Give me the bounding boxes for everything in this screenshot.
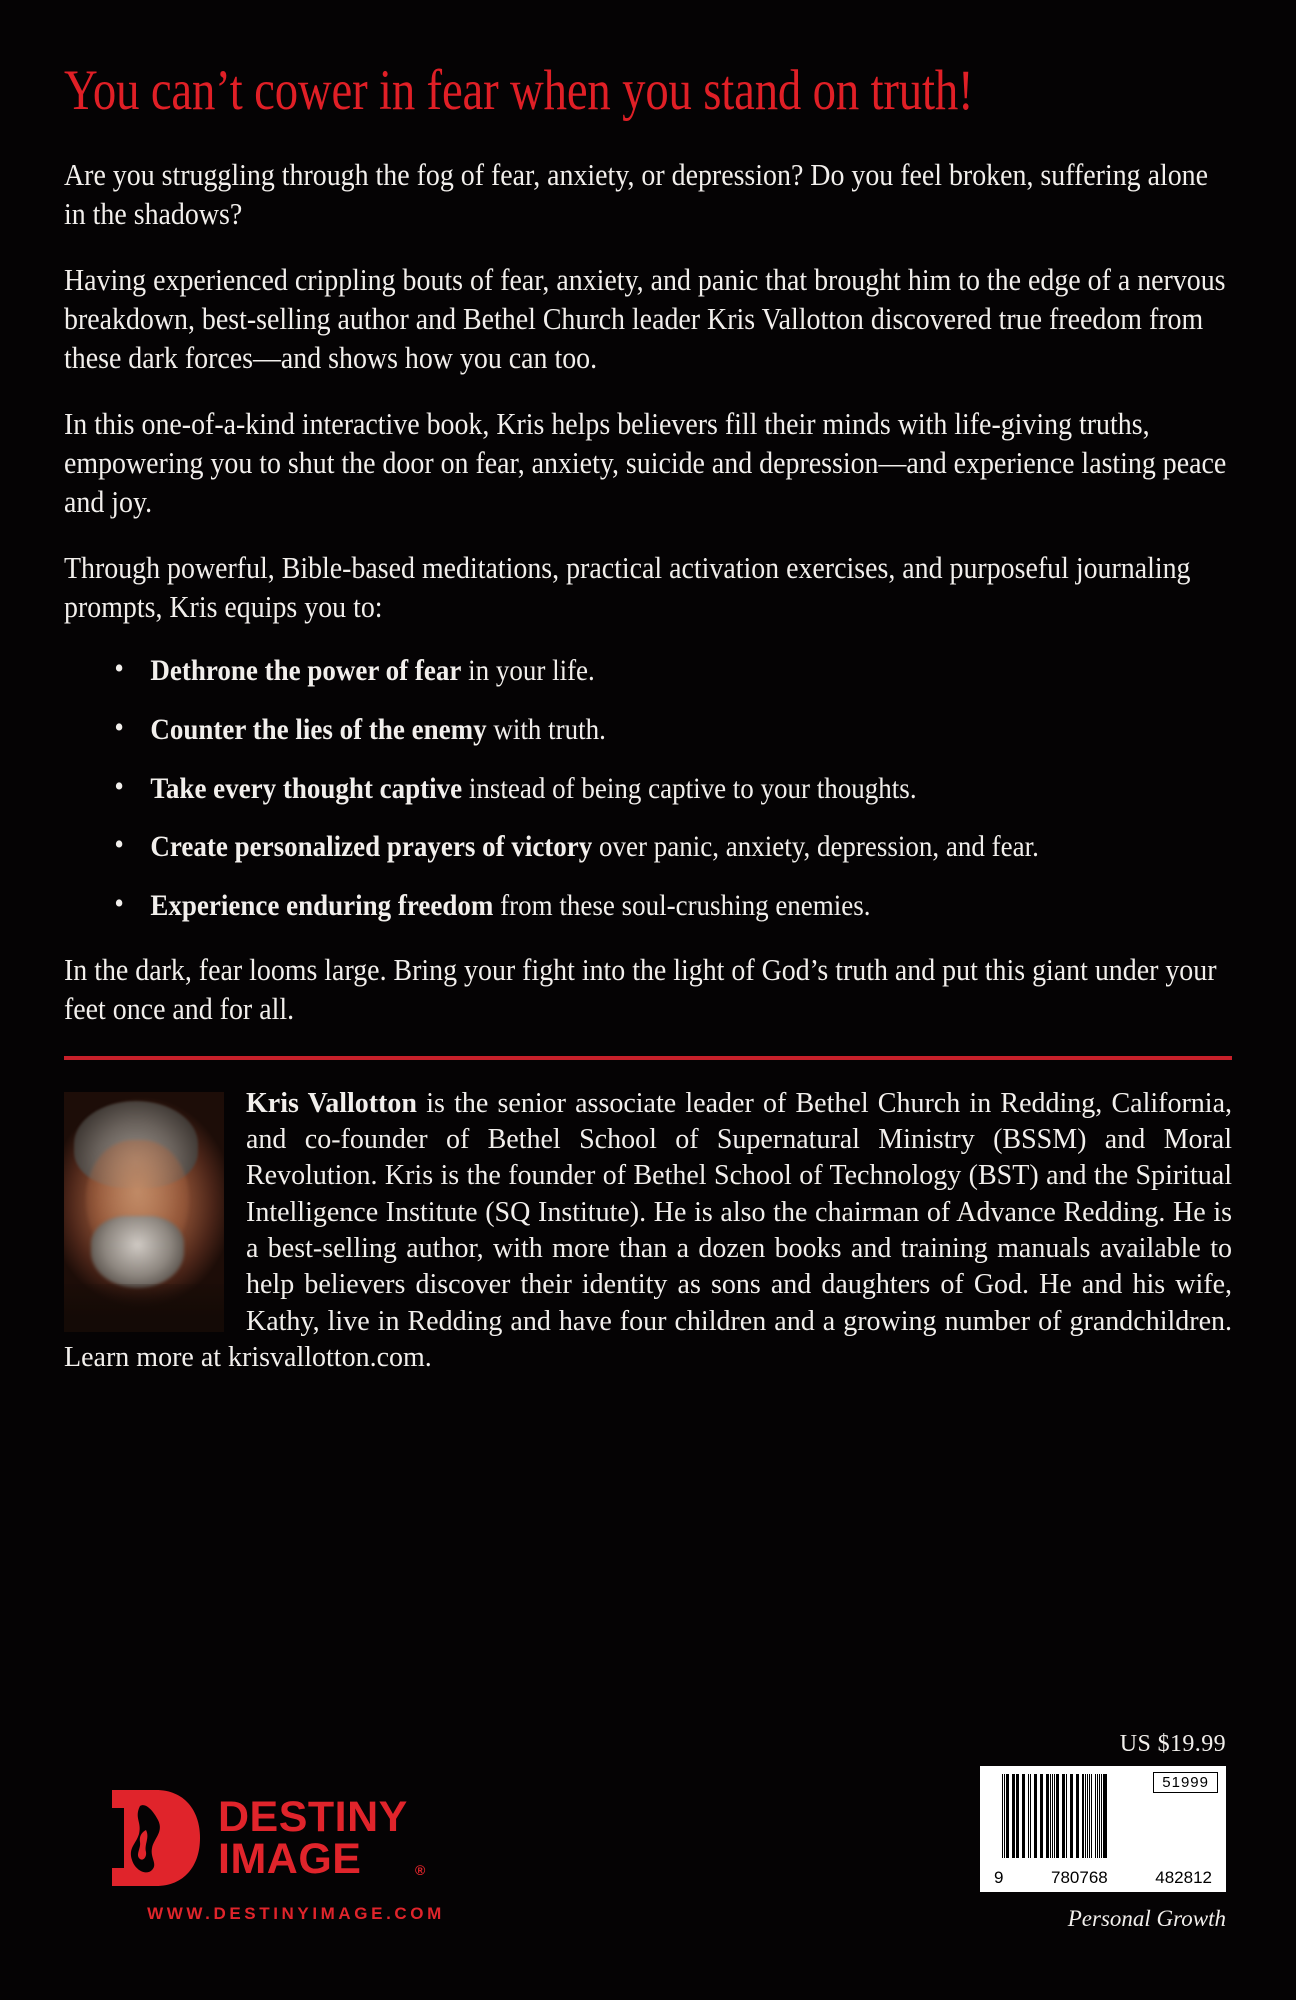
author-bio-text xyxy=(64,1086,1232,1377)
author-bio-body: is the senior associate leader of Bethel Church in Redding, California, and co-founder of Bethel School of Supernatural Ministry (BSSM) and Moral Revolution. Kris is the founder of Bethel School of Technology (BST) and the Spiritual Intelligence Institute (SQ Institute). He is also the chairman of Advance Redding. He is a best-selling author, with more than a dozen books and training manuals available to help believers discover their identity as sons and daughters of God. He and his wife, Kathy, live in Redding and have four children and a growing number of grandchildren. Learn more at krisvallotton.com. xyxy=(64,1087,1233,1374)
barcode-digits xyxy=(988,1868,1218,1888)
photo-shoulder-detail xyxy=(64,1284,224,1332)
paragraph-4: Through powerful, Bible-based meditations, practical activation exercises, and purposeful journaling prompts, Kris equips you to: xyxy=(64,550,1191,625)
logo-wordmark xyxy=(218,1792,426,1883)
logo-word-image-text: IMAGE xyxy=(218,1835,362,1883)
list-item xyxy=(64,771,1231,808)
author-bio-block xyxy=(64,1086,1232,1377)
bullet-rest-1: in your life. xyxy=(461,654,595,688)
bullet-rest-4: over panic, anxiety, depression, and fear. xyxy=(592,830,1039,864)
isbn-digit-mid: 780768 xyxy=(1051,1868,1108,1887)
paragraph-3: In this one-of-a-kind interactive book, Kris helps believers fill their minds with life-giving truths, empowering you to shut the door on fear, anxiety, suicide and depression—and experience lasting peace and joy. xyxy=(64,406,1227,520)
book-category: Personal Growth xyxy=(1067,1906,1226,1931)
isbn-digit-left: 9 xyxy=(994,1868,1004,1887)
logo-row xyxy=(106,1786,486,1890)
logo-word-image xyxy=(218,1835,426,1883)
author-photo xyxy=(64,1092,224,1332)
bullet-lead-1: Dethrone the power of fear xyxy=(150,654,462,688)
list-item xyxy=(64,829,1231,866)
author-name: Kris Vallotton xyxy=(246,1087,418,1119)
barcode xyxy=(980,1766,1226,1892)
barcode-price-addon: 51999 xyxy=(1153,1772,1218,1793)
registered-mark-icon: ® xyxy=(415,1862,426,1879)
paragraph-1: Are you struggling through the fog of fear, anxiety, or depression? Do you feel broken, suffering alone in the shadows? xyxy=(64,157,1209,232)
cover-content xyxy=(64,0,1232,1377)
paragraph-2: Having experienced crippling bouts of fear, anxiety, and panic that brought him to the edge of a nervous breakdown, best-selling author and Bethel Church leader Kris Vallotton discovered true freedom from these dark forces—and shows how you can too. xyxy=(64,262,1226,376)
price-label: US $19.99 xyxy=(1119,1731,1226,1757)
bullet-lead-4: Create personalized prayers of victory xyxy=(150,830,593,864)
logo-word-destiny: DESTINY xyxy=(218,1792,408,1841)
headline: You can’t cower in fear when you stand on truth! xyxy=(64,59,974,122)
list-item xyxy=(64,712,1231,749)
publisher-logo[interactable] xyxy=(106,1786,486,1924)
destiny-image-d-flame-icon xyxy=(106,1786,202,1890)
cover-footer xyxy=(64,1731,1232,1954)
bullet-lead-2: Counter the lies of the enemy xyxy=(150,713,487,747)
bullet-rest-2: with truth. xyxy=(486,713,606,747)
isbn-digit-right: 482812 xyxy=(1155,1868,1212,1887)
closing-paragraph: In the dark, fear looms large. Bring your fight into the light of God’s truth and put this giant under your feet once and for all. xyxy=(64,952,1217,1027)
publisher-url[interactable]: WWW.DESTINYIMAGE.COM xyxy=(147,1904,445,1923)
bullet-rest-5: from these soul-crushing enemies. xyxy=(493,888,871,922)
list-item xyxy=(64,653,1231,690)
benefit-list xyxy=(64,653,1231,924)
bullet-lead-3: Take every thought captive xyxy=(150,771,463,805)
list-item xyxy=(64,888,1231,925)
section-divider xyxy=(64,1056,1232,1060)
barcode-bar xyxy=(1107,1774,1111,1858)
bullet-lead-5: Experience enduring freedom xyxy=(150,888,494,922)
bullet-rest-3: instead of being captive to your thoughts. xyxy=(462,771,917,805)
photo-beard-detail xyxy=(91,1216,184,1288)
